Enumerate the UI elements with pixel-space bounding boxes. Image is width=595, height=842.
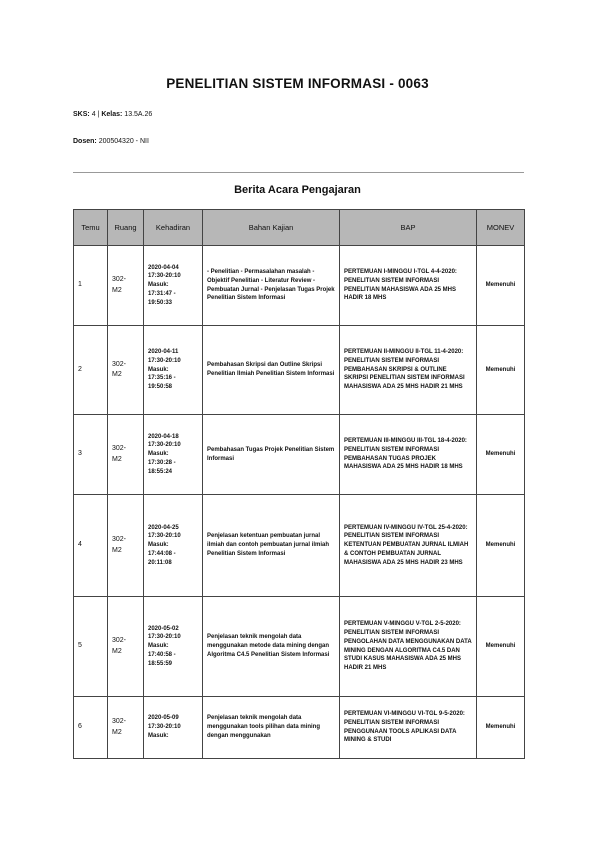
cell-kehadiran: 2020-04-11 17:30-20:10 Masuk: 17:35:16 - 19:50:58 [144, 326, 203, 415]
cell-bap: PERTEMUAN V-MINGGU V-TGL 2-5-2020: PENELITIAN SISTEM INFORMASI PENGOLAHAN DATA MENGGUNAKAN DATA MINING DENGAN ALGORITMA C4.5 DAN STUDI KASUS MAHASISWA ADA 25 MHS HADIR 21 MHS [340, 597, 477, 697]
cell-ruang: 302- M2 [108, 697, 144, 759]
table-row [74, 697, 525, 759]
table-row [74, 597, 525, 697]
kelas-value: 13.5A.26 [124, 111, 153, 118]
cell-temu: 4 [74, 495, 108, 597]
teaching-report-table [73, 209, 525, 759]
cell-bahan-kajian: Penjelasan ketentuan pembuatan jurnal ilmiah dan contoh pembuatan jurnal ilmiah Penelitian Sistem Informasi [203, 495, 340, 597]
cell-temu: 2 [74, 326, 108, 415]
header-bap: BAP [340, 210, 477, 246]
cell-monev: Memenuhi [477, 597, 525, 697]
cell-bap: PERTEMUAN IV-MINGGU IV-TGL 25-4-2020: PENELITIAN SISTEM INFORMASI KETENTUAN PEMBUATAN JURNAL ILMIAH & CONTOH PEMBUATAN JURNAL MAHASISWA ADA 25 MHS HADIR 23 MHS [340, 495, 477, 597]
cell-monev: Memenuhi [477, 415, 525, 495]
table-header-row [74, 210, 525, 246]
table-row [74, 246, 525, 326]
cell-bahan-kajian: Pembahasan Skripsi dan Outline Skripsi Penelitian Ilmiah Penelitian Sistem Informasi [203, 326, 340, 415]
cell-bap: PERTEMUAN VI-MINGGU VI-TGL 9-5-2020: PENELITIAN SISTEM INFORMASI PENGGUNAAN TOOLS APLIKASI DATA MINING & STUDI [340, 697, 477, 759]
lecturer-meta [73, 138, 149, 145]
cell-ruang: 302- M2 [108, 415, 144, 495]
document-title: PENELITIAN SISTEM INFORMASI - 0063 [166, 76, 429, 91]
dosen-value: 200504320 - NII [98, 138, 149, 145]
cell-temu: 3 [74, 415, 108, 495]
table-row [74, 415, 525, 495]
kelas-label: Kelas: [101, 111, 123, 118]
cell-bahan-kajian: Penjelasan teknik mengolah data menggunakan metode data mining dengan Algoritma C4.5 Penelitian Sistem Informasi [203, 597, 340, 697]
section-title: Berita Acara Pengajaran [234, 184, 361, 196]
dosen-label: Dosen: [73, 138, 97, 145]
cell-bap: PERTEMUAN I-MINGGU I-TGL 4-4-2020: PENELITIAN SISTEM INFORMASI PENELITIAN MAHASISWA ADA 25 MHS HADIR 18 MHS [340, 246, 477, 326]
cell-monev: Memenuhi [477, 697, 525, 759]
meta-separator: | [97, 111, 100, 118]
cell-ruang: 302- M2 [108, 326, 144, 415]
cell-bap: PERTEMUAN III-MINGGU III-TGL 18-4-2020: PENELITIAN SISTEM INFORMASI PEMBAHASAN TUGAS PROJEK MAHASISWA ADA 25 MHS HADIR 18 MHS [340, 415, 477, 495]
cell-kehadiran: 2020-04-25 17:30-20:10 Masuk: 17:44:08 - 20:11:08 [144, 495, 203, 597]
cell-bahan-kajian: Pembahasan Tugas Projek Penelitian Sistem Informasi [203, 415, 340, 495]
cell-kehadiran: 2020-04-18 17:30-20:10 Masuk: 17:30:28 - 18:55:24 [144, 415, 203, 495]
table-row [74, 495, 525, 597]
sks-label: SKS: [73, 111, 90, 118]
cell-temu: 1 [74, 246, 108, 326]
cell-ruang: 302- M2 [108, 246, 144, 326]
cell-temu: 6 [74, 697, 108, 759]
course-meta [73, 111, 152, 118]
table-row [74, 326, 525, 415]
header-ruang: Ruang [108, 210, 144, 246]
header-bahan-kajian: Bahan Kajian [203, 210, 340, 246]
header-kehadiran: Kehadiran [144, 210, 203, 246]
cell-kehadiran: 2020-04-04 17:30-20:10 Masuk: 17:31:47 - 19:50:33 [144, 246, 203, 326]
cell-monev: Memenuhi [477, 246, 525, 326]
cell-monev: Memenuhi [477, 326, 525, 415]
cell-ruang: 302- M2 [108, 597, 144, 697]
cell-ruang: 302- M2 [108, 495, 144, 597]
cell-temu: 5 [74, 597, 108, 697]
cell-bahan-kajian: - Penelitian - Permasalahan masalah - Objektif Penelitian - Literatur Review - Pembuatan Jurnal - Penjelasan Tugas Projek Penelitian Sistem Informasi [203, 246, 340, 326]
cell-kehadiran: 2020-05-09 17:30-20:10 Masuk: [144, 697, 203, 759]
header-monev: MONEV [477, 210, 525, 246]
cell-monev: Memenuhi [477, 495, 525, 597]
cell-bahan-kajian: Penjelasan teknik mengolah data menggunakan tools pilihan data mining dengan menggunakan [203, 697, 340, 759]
header-temu: Temu [74, 210, 108, 246]
sks-value: 4 [91, 111, 96, 118]
divider [73, 172, 524, 173]
cell-kehadiran: 2020-05-02 17:30-20:10 Masuk: 17:40:58 - 18:55:59 [144, 597, 203, 697]
cell-bap: PERTEMUAN II-MINGGU II-TGL 11-4-2020: PENELITIAN SISTEM INFORMASI PEMBAHASAN SKRIPSI & OUTLINE SKRIPSI PENELITIAN SISTEM INFORMASI MAHASISWA ADA 25 MHS HADIR 21 MHS [340, 326, 477, 415]
